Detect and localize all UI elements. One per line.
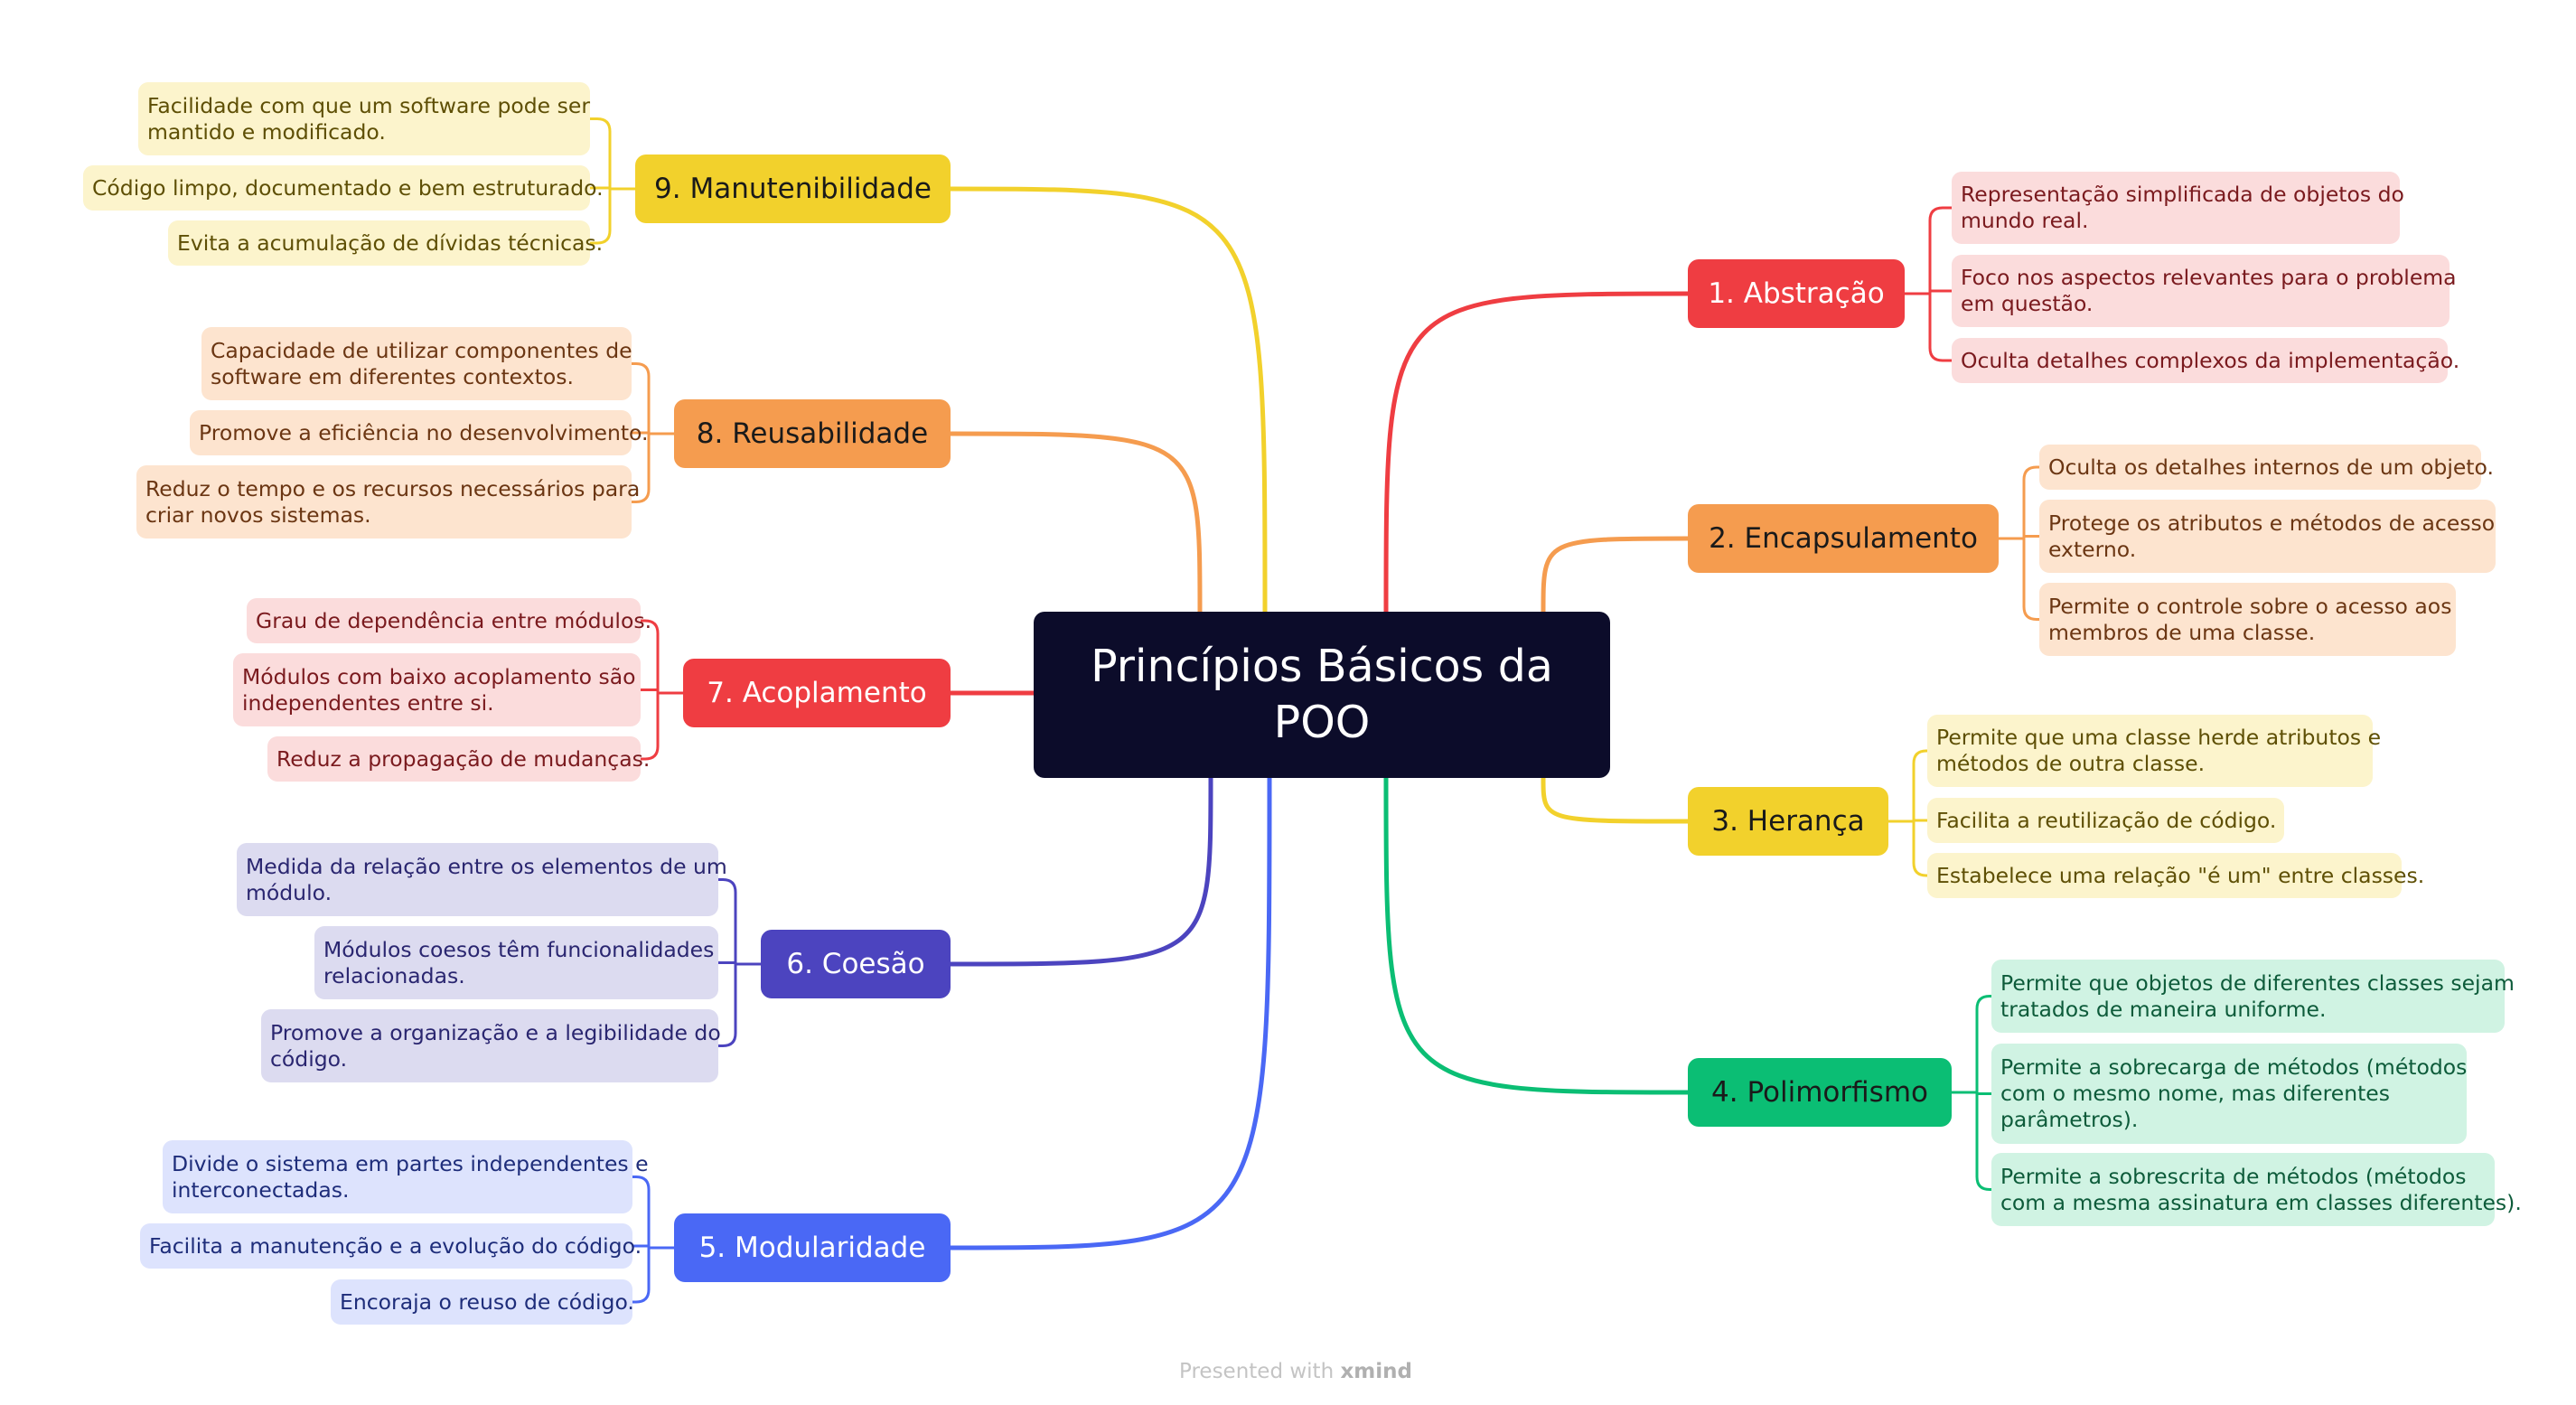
- modularidade-leaf-3[interactable]: [331, 1279, 632, 1325]
- modularidade-connector: [951, 778, 1269, 1248]
- manutenibilidade-leaf-3-line-1: Evita a acumulação de dívidas técnicas.: [177, 229, 604, 256]
- coesao-leaf-1-line-1: Medida da relação entre os elementos de um: [246, 853, 727, 879]
- polimorfismo-leaf-2-line-3: parâmetros).: [2000, 1107, 2139, 1132]
- manutenibilidade-leaf-1-line-2: mantido e modificado.: [147, 118, 386, 145]
- modularidade-leaf-1-line-2: interconectadas.: [172, 1176, 350, 1203]
- coesao-leaf-3[interactable]: [261, 1009, 721, 1082]
- central-topic-line-2: POO: [1273, 697, 1371, 748]
- reusabilidade-leaf-1-line-2: software em diferentes contextos.: [211, 363, 574, 389]
- encapsulamento-connector: [1543, 539, 1688, 612]
- heranca-connector: [1543, 778, 1688, 821]
- manutenibilidade-connector: [951, 189, 1265, 612]
- modularidade-leaf-3-line-1: Encoraja o reuso de código.: [340, 1288, 634, 1315]
- encapsulamento-leaf-bracket: [1999, 467, 2039, 620]
- polimorfismo-leaf-2-line-2: com o mesmo nome, mas diferentes: [2000, 1081, 2390, 1106]
- coesao-leaf-3-line-1: Promove a organização e a legibilidade do: [270, 1019, 721, 1045]
- polimorfismo-leaf-2-line-1: Permite a sobrecarga de métodos (métodos: [2000, 1054, 2468, 1080]
- modularidade-leaf-2[interactable]: [140, 1223, 642, 1269]
- polimorfismo-leaf-3-line-1: Permite a sobrescrita de métodos (métodos: [2000, 1163, 2467, 1189]
- modularidade-leaf-1[interactable]: [163, 1140, 649, 1213]
- manutenibilidade-leaf-3[interactable]: [168, 220, 604, 266]
- heranca-leaf-2[interactable]: [1927, 798, 2284, 843]
- reusabilidade-leaf-3-line-1: Reduz o tempo e os recursos necessários para: [145, 475, 641, 501]
- manutenibilidade-leaf-1[interactable]: [138, 82, 590, 155]
- encapsulamento-leaf-2-line-1: Protege os atributos e métodos de acesso: [2048, 510, 2496, 536]
- encapsulamento-leaf-2-line-2: externo.: [2048, 536, 2137, 562]
- reusabilidade-connector: [951, 434, 1200, 612]
- manutenibilidade-leaf-2-line-1: Código limpo, documentado e bem estruturado.: [92, 174, 604, 201]
- branch-encapsulamento[interactable]: 2. Encapsulamento: [1688, 504, 1999, 573]
- encapsulamento-leaf-1[interactable]: [2039, 445, 2494, 490]
- encapsulamento-leaf-3[interactable]: [2039, 583, 2456, 656]
- branch-coesao[interactable]: 6. Coesão: [761, 930, 951, 998]
- heranca-leaf-1-line-2: métodos de outra classe.: [1936, 751, 2206, 776]
- xmind-brand: xmind: [1340, 1360, 1412, 1383]
- abstracao-leaf-2-line-2: em questão.: [1961, 291, 2094, 316]
- coesao-connector: [951, 778, 1211, 964]
- heranca-leaf-3-line-1: Estabelece uma relação "é um" entre classes.: [1936, 862, 2425, 888]
- acoplamento-leaf-3-line-1: Reduz a propagação de mudanças.: [276, 745, 651, 772]
- encapsulamento-leaf-2[interactable]: [2039, 500, 2496, 573]
- acoplamento-leaf-1[interactable]: [247, 598, 652, 643]
- reusabilidade-leaf-3-line-2: criar novos sistemas.: [145, 501, 371, 528]
- branch-abstracao[interactable]: 1. Abstração: [1688, 259, 1905, 328]
- branch-modularidade[interactable]: 5. Modularidade: [674, 1213, 951, 1282]
- branch-manutenibilidade[interactable]: 9. Manutenibilidade: [635, 155, 951, 223]
- footer-credit: [1179, 1360, 1412, 1383]
- polimorfismo-leaf-2[interactable]: [1991, 1044, 2467, 1144]
- acoplamento-leaf-bracket: [641, 621, 683, 759]
- polimorfismo-leaf-3[interactable]: [1991, 1153, 2522, 1226]
- reusabilidade-leaf-3[interactable]: [136, 465, 641, 539]
- branch-reusabilidade[interactable]: 8. Reusabilidade: [674, 399, 951, 468]
- coesao-leaf-2-line-2: relacionadas.: [323, 962, 465, 988]
- abstracao-leaf-3[interactable]: [1952, 338, 2460, 383]
- branch-polimorfismo[interactable]: 4. Polimorfismo: [1688, 1058, 1952, 1127]
- heranca-leaf-1[interactable]: [1927, 715, 2382, 787]
- heranca-leaf-1-line-1: Permite que uma classe herde atributos e: [1936, 725, 2382, 750]
- reusabilidade-leaf-2-line-1: Promove a eficiência no desenvolvimento.: [199, 419, 649, 445]
- acoplamento-leaf-3[interactable]: [267, 736, 651, 782]
- manutenibilidade-leaf-2[interactable]: [83, 165, 604, 211]
- coesao-leaf-bracket: [718, 880, 761, 1046]
- encapsulamento-leaf-3-line-2: membros de uma classe.: [2048, 619, 2316, 645]
- acoplamento-leaf-1-line-1: Grau de dependência entre módulos.: [256, 607, 652, 633]
- heranca-leaf-bracket: [1888, 751, 1927, 876]
- polimorfismo-connector: [1386, 778, 1688, 1092]
- abstracao-connector: [1386, 294, 1688, 612]
- polimorfismo-leaf-1-line-2: tratados de maneira uniforme.: [2000, 996, 2327, 1022]
- acoplamento-leaf-2-line-1: Módulos com baixo acoplamento são: [242, 663, 636, 689]
- polimorfismo-leaf-bracket: [1952, 997, 1991, 1190]
- coesao-leaf-1[interactable]: [237, 843, 727, 916]
- encapsulamento-leaf-1-line-1: Oculta os detalhes internos de um objeto.: [2048, 454, 2494, 480]
- acoplamento-leaf-2[interactable]: [233, 653, 641, 726]
- modularidade-leaf-2-line-1: Facilita a manutenção e a evolução do código.: [149, 1232, 642, 1259]
- abstracao-leaf-bracket: [1905, 208, 1952, 361]
- abstracao-leaf-1[interactable]: [1952, 172, 2404, 244]
- branch-heranca[interactable]: 3. Herança: [1688, 787, 1888, 856]
- branch-acoplamento[interactable]: 7. Acoplamento: [683, 659, 951, 727]
- coesao-leaf-2[interactable]: [314, 926, 718, 999]
- coesao-leaf-2-line-1: Módulos coesos têm funcionalidades: [323, 936, 715, 962]
- polimorfismo-leaf-3-line-2: com a mesma assinatura em classes diferentes).: [2000, 1189, 2522, 1215]
- abstracao-leaf-2-line-1: Foco nos aspectos relevantes para o problema: [1961, 265, 2457, 290]
- central-topic[interactable]: [1034, 612, 1610, 778]
- footer-prefix: Presented with: [1179, 1360, 1335, 1383]
- manutenibilidade-leaf-1-line-1: Facilidade com que um software pode ser: [147, 92, 590, 118]
- central-topic-line-1: Princípios Básicos da: [1091, 641, 1553, 692]
- polimorfismo-leaf-1[interactable]: [1991, 960, 2515, 1033]
- abstracao-leaf-3-line-1: Oculta detalhes complexos da implementação.: [1961, 347, 2460, 373]
- abstracao-leaf-1-line-2: mundo real.: [1961, 208, 2089, 233]
- acoplamento-leaf-2-line-2: independentes entre si.: [242, 689, 494, 716]
- heranca-leaf-3[interactable]: [1927, 853, 2425, 898]
- coesao-leaf-1-line-2: módulo.: [246, 879, 333, 905]
- reusabilidade-leaf-1-line-1: Capacidade de utilizar componentes de: [211, 337, 632, 363]
- coesao-leaf-3-line-2: código.: [270, 1045, 348, 1072]
- encapsulamento-leaf-3-line-1: Permite o controle sobre o acesso aos: [2048, 593, 2452, 619]
- modularidade-leaf-1-line-1: Divide o sistema em partes independentes e: [172, 1150, 649, 1176]
- abstracao-leaf-2[interactable]: [1952, 255, 2457, 327]
- heranca-leaf-2-line-1: Facilita a reutilização de código.: [1936, 807, 2277, 833]
- polimorfismo-leaf-1-line-1: Permite que objetos de diferentes classes sejam: [2000, 969, 2515, 996]
- abstracao-leaf-1-line-1: Representação simplificada de objetos do: [1961, 182, 2404, 207]
- reusabilidade-leaf-1[interactable]: [201, 327, 632, 400]
- reusabilidade-leaf-2[interactable]: [190, 410, 649, 455]
